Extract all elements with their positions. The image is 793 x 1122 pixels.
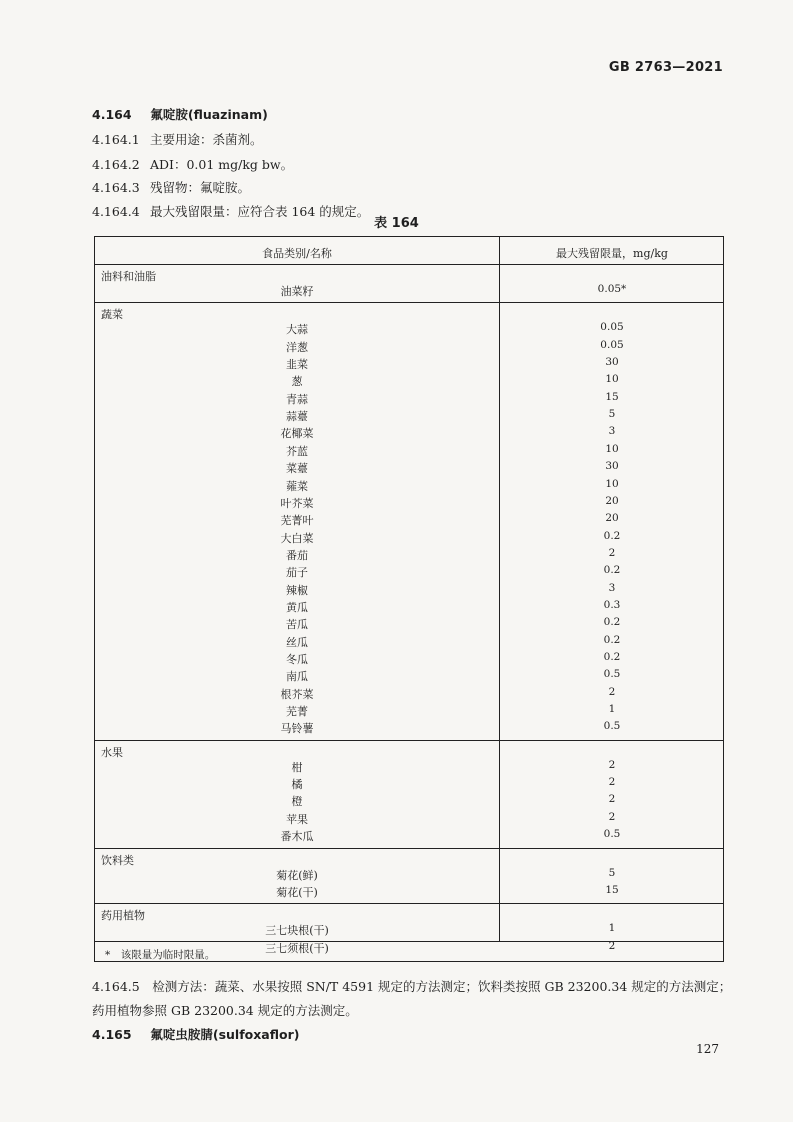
clause-title: 氟啶虫胺腈(sulfoxaflor): [150, 1027, 300, 1042]
standard-code: GB 2763—2021: [608, 60, 723, 75]
limit-value: 15: [605, 883, 619, 896]
table-title: 表 164: [374, 216, 419, 231]
note-separator: [95, 941, 723, 942]
food-name: 黄瓜: [286, 600, 308, 614]
food-name: 辣椒: [286, 583, 308, 597]
limit-value: 2: [608, 758, 616, 771]
limit-value: 30: [605, 460, 619, 473]
limit-value: 1: [608, 922, 616, 935]
limit-value: 2: [608, 793, 616, 806]
food-name: 花椰菜: [280, 427, 314, 441]
clause-text: 主要用途：杀菌剂。: [149, 132, 263, 147]
food-name: 苦瓜: [286, 618, 308, 632]
food-name: 叶芥菜: [280, 496, 314, 510]
limit-value: 5: [608, 408, 616, 421]
clause-4-164: [92, 105, 268, 123]
food-name: 韭菜: [286, 358, 308, 372]
food-name: 青蒜: [286, 392, 308, 406]
limit-value: 0.2: [603, 529, 621, 542]
food-name: 南瓜: [286, 670, 308, 684]
clause-text: ADI：0.01 mg/kg bw。: [149, 157, 294, 172]
food-name: 橙: [291, 795, 303, 809]
clause-number: 4.164.1: [92, 132, 140, 147]
food-name: 芥蓝: [286, 444, 308, 458]
column-header-food: 食品类别/名称: [262, 247, 332, 260]
category-separator: [95, 302, 723, 303]
category-label: 油料和油脂: [101, 270, 156, 283]
limit-value: 2: [608, 685, 616, 698]
clause-number: 4.164: [92, 107, 132, 122]
limit-value: 15: [605, 390, 619, 403]
food-name: 番茄: [286, 548, 308, 562]
clause-4-165: [92, 1025, 299, 1043]
clause-number: 4.164.5: [92, 979, 140, 994]
food-name: 芜菁: [286, 705, 308, 719]
page-number: 127: [696, 1042, 719, 1056]
food-name: 蒜薹: [286, 410, 308, 424]
limit-value: 2: [608, 776, 616, 789]
food-name: 洋葱: [286, 340, 308, 354]
clause-title: 氟啶胺(fluazinam): [150, 107, 268, 122]
limit-value: 0.2: [603, 633, 621, 646]
limit-value: 0.05*: [597, 283, 627, 295]
food-name: 大蒜: [286, 323, 308, 337]
clause-4-164-3: [92, 178, 250, 196]
food-name: 马铃薯: [280, 722, 314, 736]
food-name: 根芥菜: [280, 687, 314, 701]
food-name: 菊花(干): [276, 885, 318, 899]
food-name: 茄子: [286, 566, 308, 580]
limit-value: 30: [605, 356, 619, 369]
food-name: 冬瓜: [286, 653, 308, 666]
limit-value: 0.05: [600, 338, 624, 351]
clause-number: 4.164.4: [92, 204, 140, 219]
category-separator: [95, 848, 723, 849]
residue-limit-table: [94, 236, 724, 962]
category-label: 蔬菜: [101, 308, 123, 322]
food-name: 葱: [291, 375, 303, 389]
limit-value: 2: [608, 810, 616, 823]
limit-value: 0.05: [600, 321, 624, 334]
clause-4-164-5: [92, 975, 732, 1023]
method-text: 检测方法：蔬菜、水果按照 SN/T 4591 规定的方法测定；饮料类按照 GB 23200.34 规定的方法测定；药用植物参照 GB 23200.34 规定的方法测定。: [92, 979, 732, 1018]
food-name: 菊花(鲜): [276, 868, 318, 882]
category-label: 药用植物: [101, 909, 145, 923]
food-name: 柑: [291, 760, 303, 774]
table-header: [95, 237, 723, 265]
food-name: 菜薹: [286, 462, 308, 476]
limit-value: 5: [608, 866, 616, 879]
category-label: 水果: [101, 745, 123, 759]
limit-value: 10: [605, 477, 619, 490]
clause-4-164-2: [92, 155, 293, 173]
limit-value: 0.5: [603, 720, 621, 733]
food-name: 苹果: [286, 812, 308, 826]
category-separator: [95, 740, 723, 741]
category-label: 饮料类: [101, 853, 134, 867]
food-name: 三七须根(干): [265, 941, 329, 955]
food-name: 油菜籽: [280, 285, 314, 298]
clause-text: 残留物：氟啶胺。: [149, 180, 250, 195]
food-name: 蕹菜: [286, 479, 308, 493]
limit-value: 3: [608, 581, 616, 594]
column-header-limit: 最大残留限量，mg/kg: [556, 247, 668, 260]
limit-value: 0.3: [603, 598, 621, 611]
clause-number: 4.164.3: [92, 180, 140, 195]
food-name: 芜菁叶: [280, 514, 314, 528]
food-name: 三七块根(干): [265, 924, 329, 938]
food-name: 番木瓜: [280, 830, 314, 844]
food-name: 大白菜: [280, 531, 314, 545]
clause-number: 4.164.2: [92, 157, 140, 172]
limit-value: 0.2: [603, 616, 621, 629]
limit-value: 3: [608, 425, 616, 438]
table-note: * 该限量为临时限量。: [105, 949, 216, 961]
limit-value: 0.5: [603, 668, 621, 681]
clause-4-164-1: [92, 130, 263, 148]
limit-value: 0.5: [603, 828, 621, 841]
food-name: 丝瓜: [286, 635, 308, 649]
food-name: 橘: [291, 778, 303, 792]
limit-value: 10: [605, 373, 619, 386]
limit-value: 2: [608, 546, 616, 559]
limit-value: 0.2: [603, 564, 621, 577]
limit-value: 1: [608, 703, 616, 716]
limit-value: 20: [605, 512, 619, 525]
limit-value: 20: [605, 494, 619, 507]
category-separator: [95, 903, 723, 904]
limit-value: 0.2: [603, 651, 621, 663]
clause-number: 4.165: [92, 1027, 132, 1042]
limit-value: 2: [608, 939, 616, 952]
limit-value: 10: [605, 442, 619, 455]
clause-text: 最大残留限量：应符合表 164 的规定。: [149, 204, 370, 219]
